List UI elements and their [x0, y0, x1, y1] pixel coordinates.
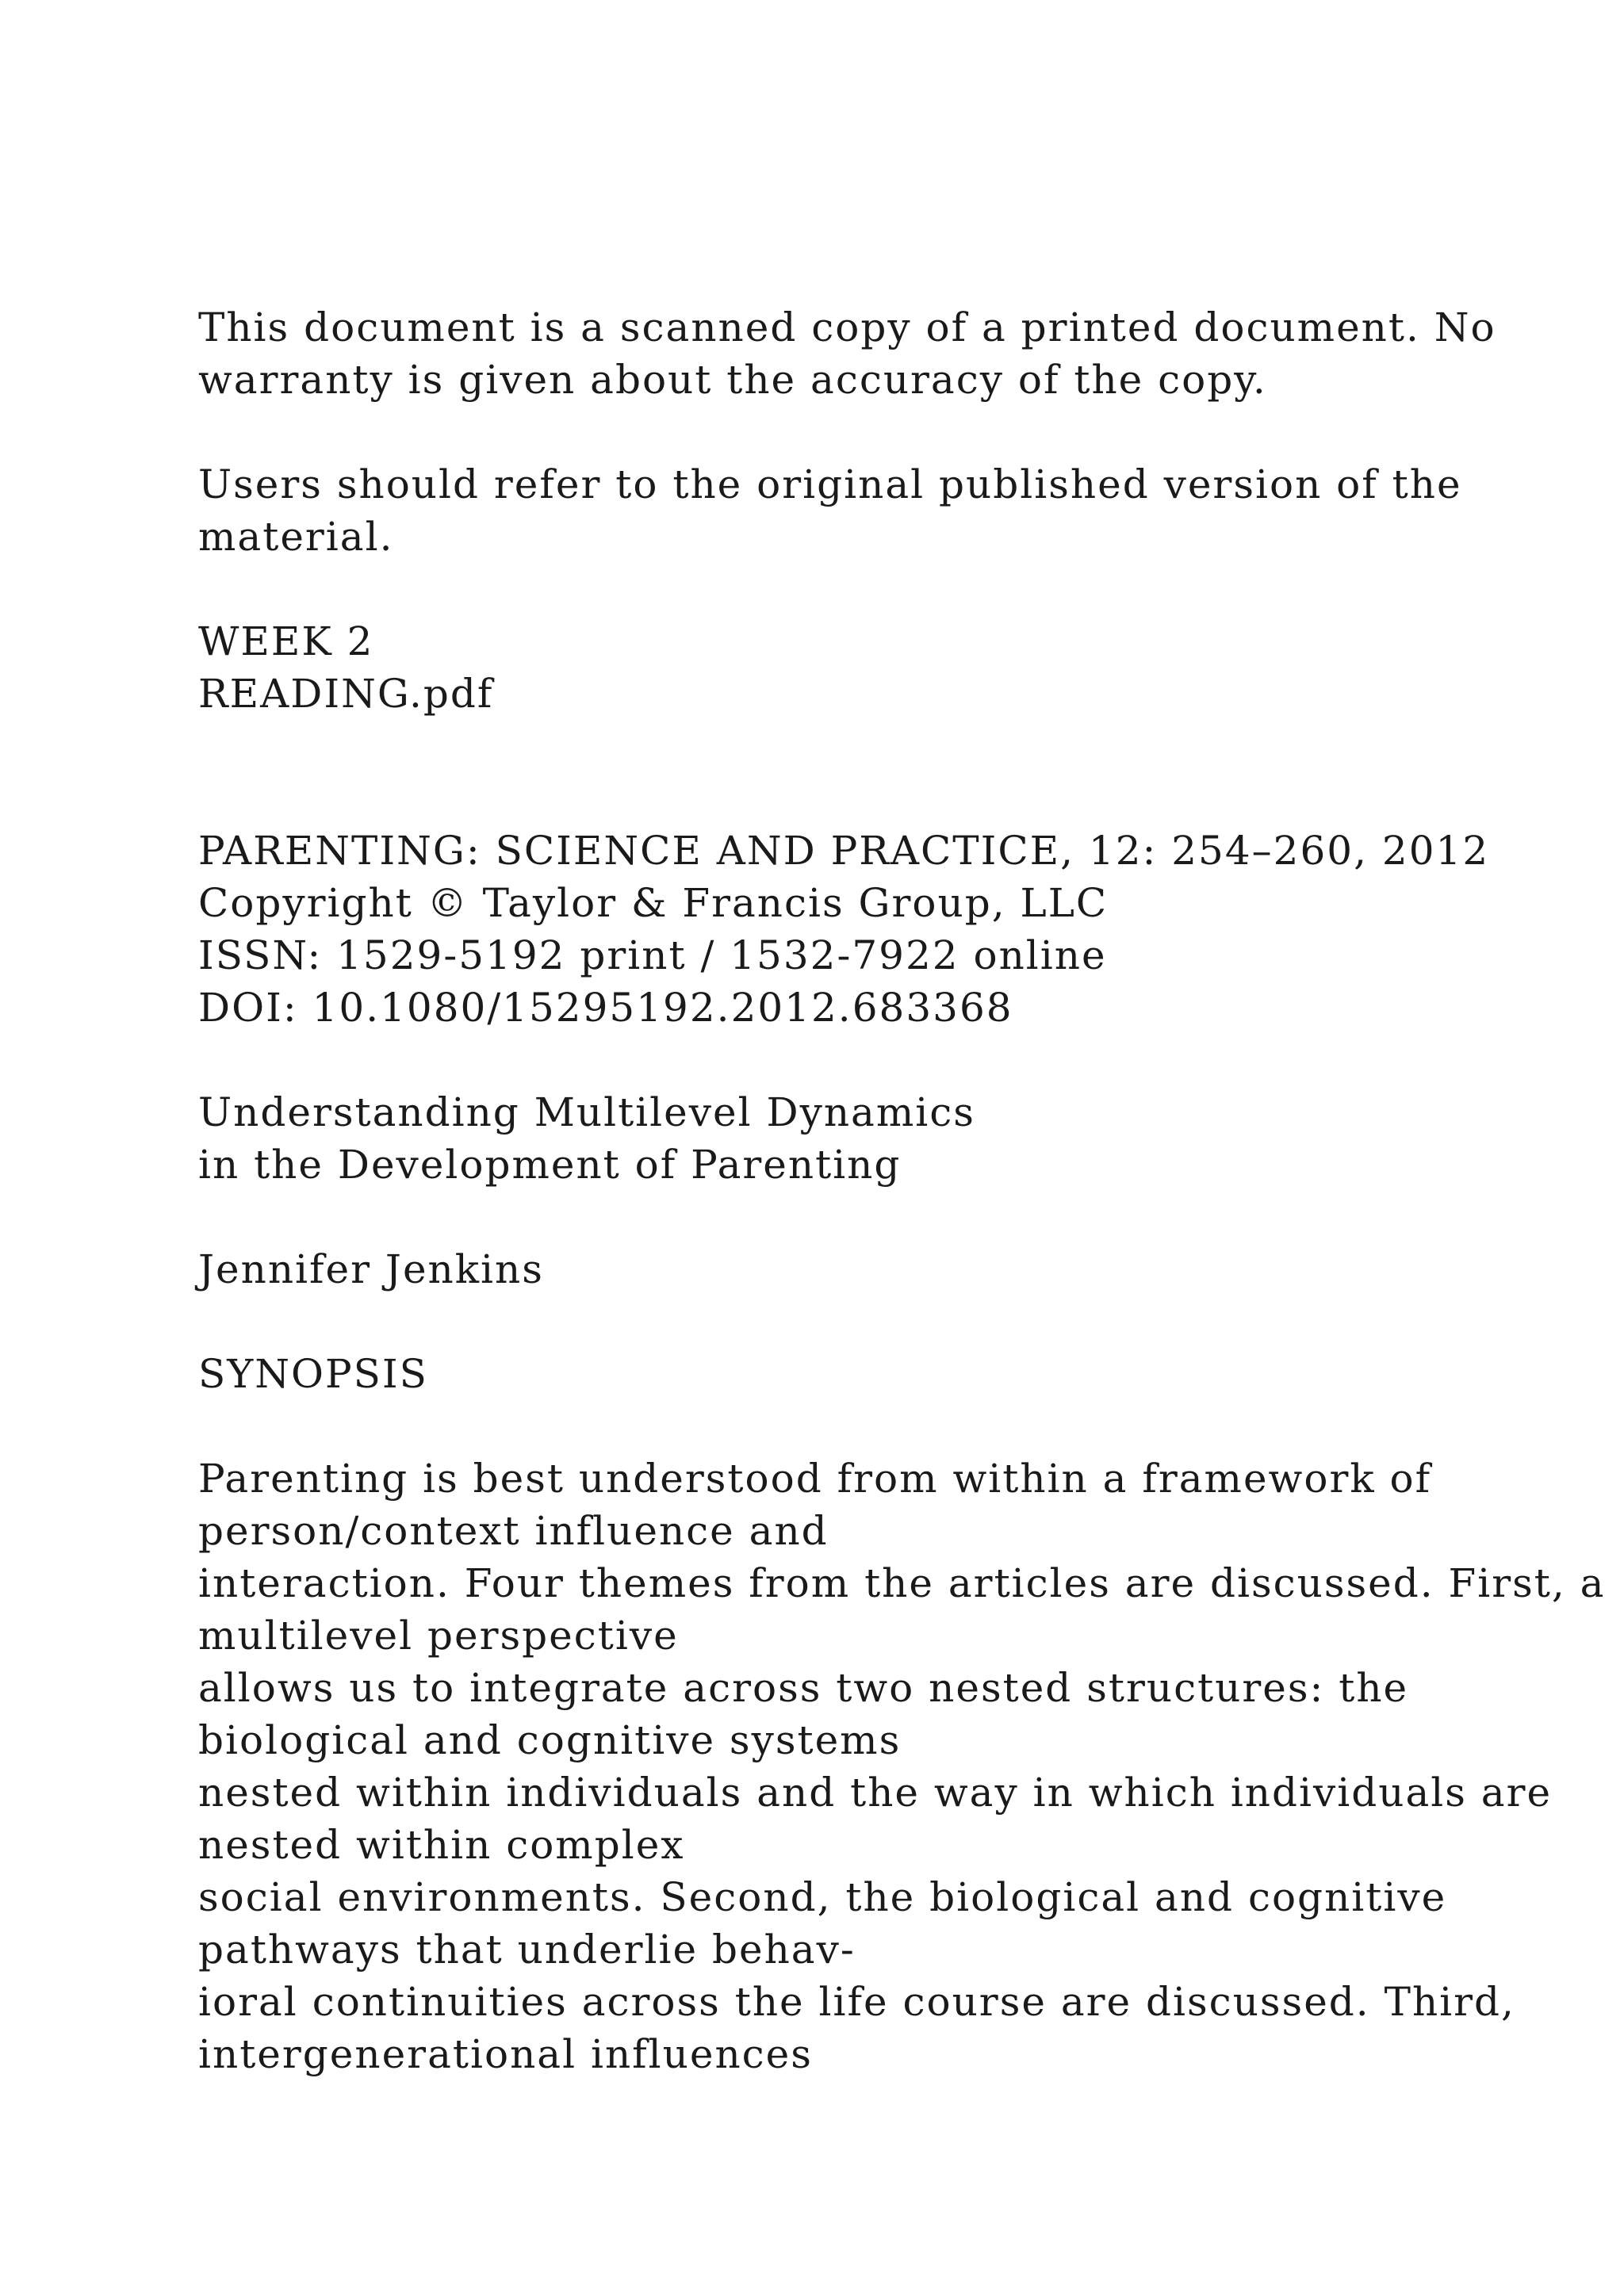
file-label-line: WEEK 2	[198, 618, 374, 664]
synopsis-line: nested within individuals and the way in which individuals are	[198, 1770, 1553, 1816]
synopsis-line: pathways that underlie behav-	[198, 1927, 856, 1973]
synopsis-line: interaction. Four themes from the articles are discussed. First, a	[198, 1560, 1606, 1606]
synopsis-line: person/context influence and	[198, 1508, 829, 1554]
users-note	[198, 458, 1562, 563]
synopsis-line: multilevel perspective	[198, 1613, 679, 1659]
synopsis-line: biological and cognitive systems	[198, 1717, 902, 1763]
author-name: Jennifer Jenkins	[198, 1246, 544, 1292]
synopsis-line: allows us to integrate across two nested structures: the	[198, 1665, 1409, 1711]
doi-line: DOI: 10.1080/15295192.2012.683368	[198, 985, 1013, 1031]
synopsis-line: nested within complex	[198, 1822, 685, 1868]
users-note-line: Users should refer to the original published version of the	[198, 461, 1462, 507]
document-text	[198, 301, 1606, 2133]
synopsis-line: social environments. Second, the biological and cognitive	[198, 1874, 1447, 1920]
copyright-line: Copyright © Taylor & Francis Group, LLC	[198, 880, 1109, 926]
journal-citation: PARENTING: SCIENCE AND PRACTICE, 12: 254–260, 2012	[198, 828, 1490, 874]
synopsis-line: intergenerational influences	[198, 2031, 813, 2077]
synopsis-line: ioral continuities across the life course are discussed. Third,	[198, 1979, 1515, 2025]
file-label	[198, 615, 1562, 720]
scan-disclaimer	[198, 301, 1562, 406]
article-author	[198, 1243, 1562, 1295]
article-title	[198, 1086, 1562, 1191]
users-note-line: material.	[198, 514, 394, 560]
article-title-line: Understanding Multilevel Dynamics	[198, 1089, 975, 1135]
citation-block	[198, 825, 1562, 1034]
section-heading: SYNOPSIS	[198, 1351, 428, 1397]
disclaimer-line: This document is a scanned copy of a printed document. No	[198, 304, 1496, 350]
synopsis-heading-block	[198, 1348, 1562, 1400]
article-title-line: in the Development of Parenting	[198, 1142, 902, 1188]
synopsis-line: Parenting is best understood from within a framework of	[198, 1456, 1432, 1502]
disclaimer-line: warranty is given about the accuracy of the copy.	[198, 357, 1267, 403]
synopsis-body	[198, 1452, 1606, 2080]
issn-line: ISSN: 1529-5192 print / 1532-7922 online	[198, 932, 1107, 978]
file-label-line: READING.pdf	[198, 671, 494, 717]
